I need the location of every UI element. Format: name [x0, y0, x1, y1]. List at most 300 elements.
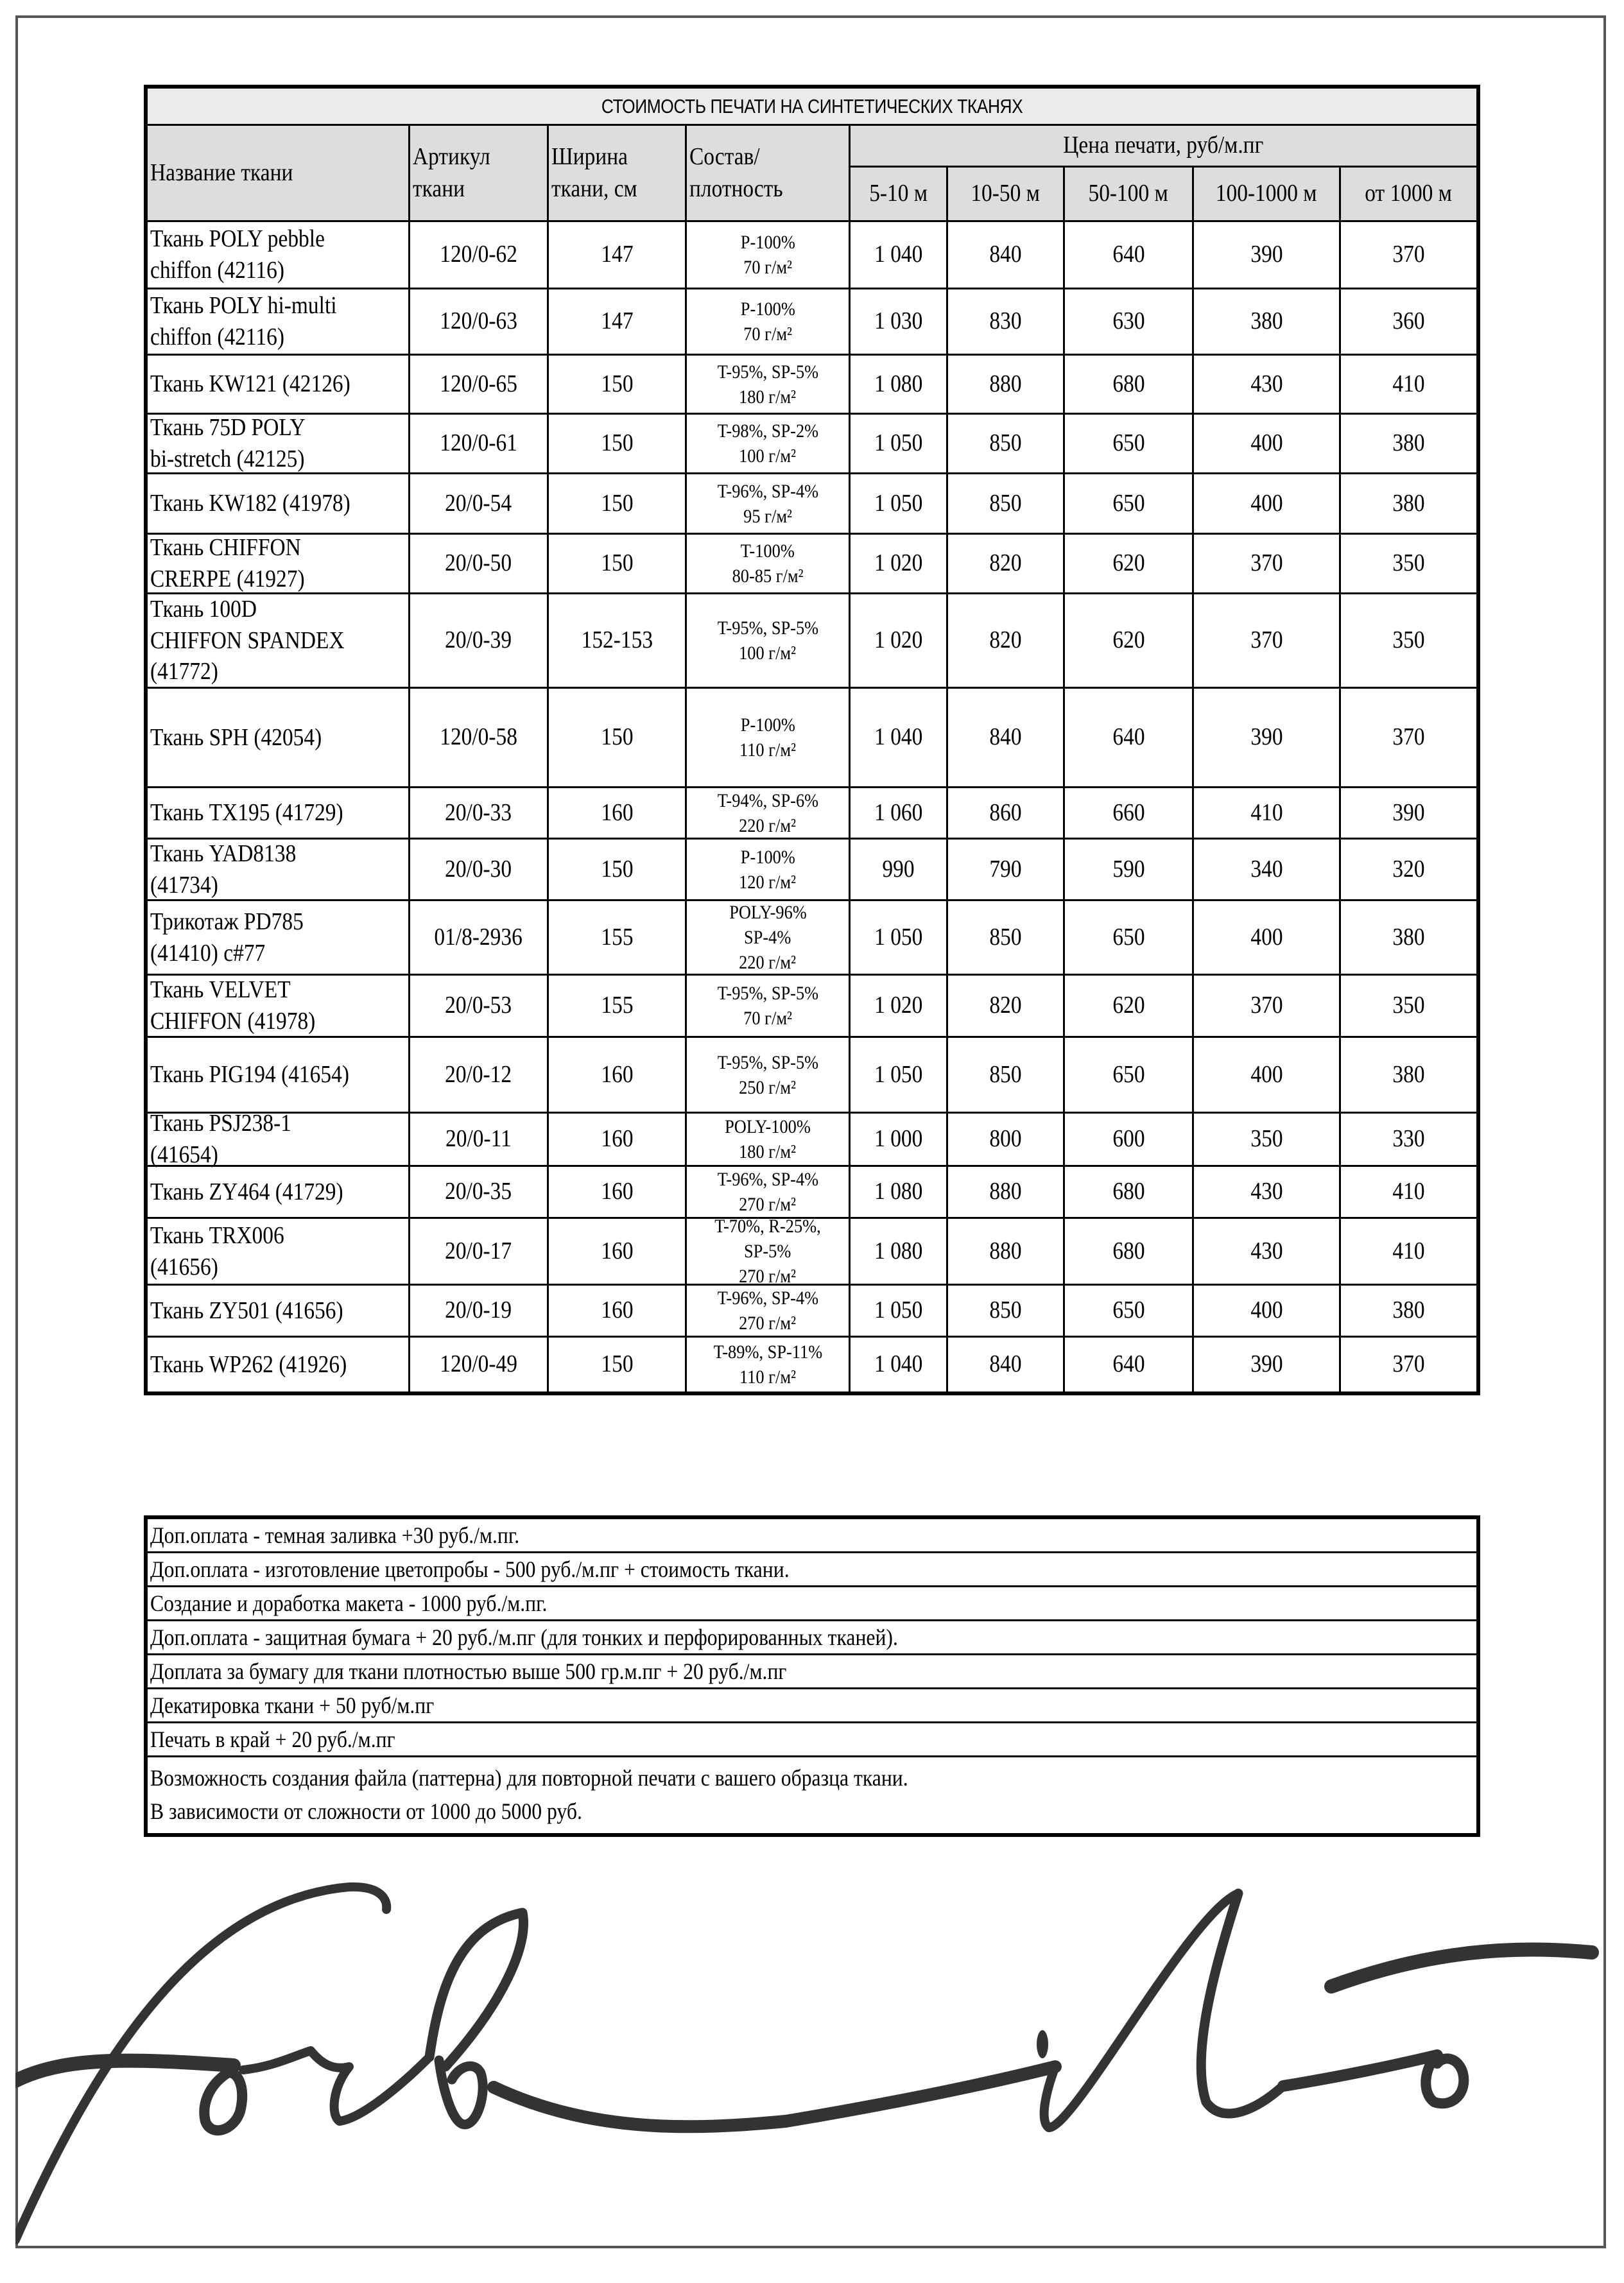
- header-tier-1000-plus: [1341, 168, 1476, 222]
- price-value: 390: [1392, 798, 1425, 826]
- price-value: 330: [1392, 1125, 1425, 1153]
- note-row: [148, 1621, 1476, 1655]
- header-article-line1: Артикул: [413, 143, 490, 171]
- price-cell: [1065, 535, 1194, 594]
- header-tier-100-1000: [1194, 168, 1341, 222]
- price-value: 390: [1250, 241, 1283, 268]
- price-value: 1 020: [874, 992, 923, 1019]
- price-cell: [1341, 1219, 1476, 1286]
- header-article: [410, 126, 549, 222]
- price-cell: [1341, 788, 1476, 840]
- fabric-name-cell: [148, 1110, 410, 1168]
- width-value: 150: [600, 370, 634, 397]
- price-cell: [1341, 1338, 1476, 1391]
- price-value: 630: [1112, 307, 1145, 335]
- fabric-name-cell: [148, 356, 410, 415]
- price-value: 850: [989, 923, 1022, 951]
- composition-line: SP-4%: [744, 927, 791, 948]
- price-value: 680: [1112, 370, 1145, 397]
- article-value: 20/0-35: [445, 1178, 512, 1205]
- tier-label: 100-1000 м: [1216, 180, 1317, 207]
- price-value: 650: [1112, 1297, 1145, 1324]
- price-value: 380: [1392, 923, 1425, 951]
- composition-line: POLY-100%: [725, 1116, 811, 1137]
- fabric-name-cell: [148, 594, 410, 689]
- fabric-name-line: bi-stretch (42125): [150, 445, 305, 472]
- composition-line: 270 г/м²: [739, 1266, 797, 1287]
- composition-line: P-100%: [740, 298, 795, 320]
- price-cell: [1341, 594, 1476, 689]
- composition-cell: [687, 289, 851, 356]
- article-cell: [410, 1167, 549, 1219]
- composition-line: 180 г/м²: [739, 386, 797, 408]
- article-cell: [410, 901, 549, 976]
- composition-line: T-96%, SP-4%: [717, 480, 818, 502]
- fabric-name-line: Ткань TRX006: [150, 1221, 284, 1249]
- fabric-name-cell: [148, 535, 410, 594]
- header-fabric-name-text: Название ткани: [150, 159, 293, 186]
- composition-line: 70 г/м²: [743, 323, 792, 345]
- width-cell: [549, 535, 687, 594]
- composition-line: 70 г/м²: [743, 1008, 792, 1029]
- price-value: 370: [1392, 723, 1425, 751]
- header-tier-5-10: [851, 168, 948, 222]
- price-value: 820: [989, 992, 1022, 1019]
- price-value: 430: [1250, 370, 1283, 397]
- width-cell: [549, 289, 687, 356]
- price-value: 370: [1392, 241, 1425, 268]
- header-price-group: [851, 126, 1476, 168]
- price-cell: [1065, 788, 1194, 840]
- composition-cell: [687, 1114, 851, 1167]
- width-cell: [549, 901, 687, 976]
- price-value: 1 050: [874, 489, 923, 517]
- fabric-name-cell: [148, 222, 410, 289]
- fabric-name-line: Ткань ZY464 (41729): [150, 1178, 343, 1205]
- price-value: 640: [1112, 241, 1145, 268]
- note-text: В зависимости от сложности от 1000 до 5000 руб.: [150, 1798, 582, 1824]
- composition-line: T-98%, SP-2%: [717, 420, 818, 442]
- article-value: 01/8-2936: [434, 923, 523, 951]
- article-cell: [410, 1286, 549, 1338]
- composition-cell: [687, 976, 851, 1038]
- price-value: 410: [1392, 1237, 1425, 1264]
- price-value: 1 050: [874, 1297, 923, 1324]
- header-fabric-name: [148, 126, 410, 222]
- width-value: 150: [600, 855, 634, 883]
- price-value: 850: [989, 429, 1022, 457]
- header-width-line1: Ширина: [551, 143, 628, 171]
- width-value: 160: [600, 1125, 634, 1153]
- note-row: [148, 1723, 1476, 1757]
- fabric-name-line: Ткань 75D POLY: [150, 414, 306, 442]
- price-cell: [948, 1038, 1065, 1114]
- note-text: Доп.оплата - изготовление цветопробы - 500 руб./м.пг + стоимость ткани.: [150, 1556, 790, 1582]
- article-value: 20/0-19: [445, 1297, 512, 1324]
- article-cell: [410, 474, 549, 535]
- price-value: 880: [989, 370, 1022, 397]
- composition-cell: [687, 222, 851, 289]
- article-cell: [410, 840, 549, 901]
- price-value: 620: [1112, 549, 1145, 577]
- price-value: 370: [1392, 1350, 1425, 1378]
- composition-line: T-96%, SP-4%: [717, 1169, 818, 1190]
- fabric-name-line: Ткань PIG194 (41654): [150, 1061, 349, 1089]
- composition-cell: [687, 840, 851, 901]
- price-value: 1 060: [874, 798, 923, 826]
- price-cell: [948, 535, 1065, 594]
- composition-line: 110 г/м²: [739, 1366, 796, 1388]
- fabric-name-line: (41654): [150, 1141, 218, 1168]
- price-value: 400: [1250, 1297, 1283, 1324]
- fabric-name-cell: [148, 1038, 410, 1114]
- article-value: 120/0-65: [440, 370, 517, 397]
- price-cell: [851, 901, 948, 976]
- composition-line: T-95%, SP-5%: [717, 617, 818, 639]
- width-cell: [549, 1038, 687, 1114]
- header-composition-line1: Состав/: [689, 143, 760, 171]
- article-value: 20/0-53: [445, 992, 512, 1019]
- price-value: 380: [1392, 489, 1425, 517]
- width-cell: [549, 788, 687, 840]
- composition-line: 180 г/м²: [739, 1141, 797, 1162]
- fabric-name-line: Ткань KW182 (41978): [150, 490, 350, 517]
- price-value: 370: [1250, 626, 1283, 654]
- price-value: 430: [1250, 1178, 1283, 1205]
- width-cell: [549, 594, 687, 689]
- width-cell: [549, 1114, 687, 1167]
- article-value: 120/0-63: [440, 307, 517, 335]
- fabric-name-cell: [148, 689, 410, 788]
- composition-cell: [687, 1338, 851, 1391]
- tier-label: 5-10 м: [869, 180, 928, 207]
- table-title: [148, 89, 1476, 126]
- price-value: 320: [1392, 855, 1425, 883]
- price-cell: [1065, 1338, 1194, 1391]
- article-cell: [410, 788, 549, 840]
- price-value: 380: [1392, 429, 1425, 457]
- price-cell: [1341, 1167, 1476, 1219]
- composition-cell: [687, 1216, 851, 1287]
- price-cell: [1341, 1286, 1476, 1338]
- width-cell: [549, 474, 687, 535]
- price-cell: [948, 474, 1065, 535]
- article-cell: [410, 356, 549, 415]
- composition-line: T-89%, SP-11%: [713, 1341, 822, 1363]
- width-value: 150: [600, 429, 634, 457]
- width-value: 150: [600, 1350, 634, 1378]
- price-cell: [1341, 901, 1476, 976]
- composition-cell: [687, 788, 851, 840]
- width-value: 160: [600, 798, 634, 826]
- price-cell: [1194, 1038, 1341, 1114]
- article-value: 20/0-30: [445, 855, 512, 883]
- composition-cell: [687, 901, 851, 976]
- composition-line: T-95%, SP-5%: [717, 1051, 818, 1073]
- price-cell: [851, 1038, 948, 1114]
- header-article-line2: ткани: [413, 175, 465, 202]
- fabric-name-cell: [148, 840, 410, 901]
- price-cell: [1194, 976, 1341, 1038]
- price-cell: [851, 289, 948, 356]
- width-value: 147: [600, 307, 634, 335]
- price-cell: [851, 788, 948, 840]
- price-value: 840: [989, 241, 1022, 268]
- fabric-name-line: Ткань YAD8138: [150, 840, 297, 867]
- price-cell: [948, 1338, 1065, 1391]
- price-cell: [1065, 1219, 1194, 1286]
- article-cell: [410, 1338, 549, 1391]
- composition-cell: [687, 594, 851, 689]
- width-value: 155: [600, 992, 634, 1019]
- price-cell: [948, 689, 1065, 788]
- price-value: 1 020: [874, 549, 923, 577]
- price-value: 880: [989, 1237, 1022, 1264]
- price-value: 680: [1112, 1237, 1145, 1264]
- price-value: 1 000: [874, 1125, 923, 1153]
- note-text: Декатировка ткани + 50 руб/м.пг: [150, 1693, 435, 1718]
- width-value: 152-153: [581, 626, 653, 654]
- width-cell: [549, 689, 687, 788]
- fabric-name-cell: [148, 415, 410, 474]
- price-value: 880: [989, 1178, 1022, 1205]
- tier-label: 50-100 м: [1088, 180, 1169, 207]
- price-value: 1 020: [874, 626, 923, 654]
- price-cell: [1341, 474, 1476, 535]
- width-value: 147: [600, 241, 634, 268]
- price-value: 850: [989, 1297, 1022, 1324]
- note-text: Печать в край + 20 руб./м.пг: [150, 1727, 395, 1752]
- price-value: 860: [989, 798, 1022, 826]
- composition-cell: [687, 689, 851, 788]
- fabric-name-line: chiffon (42116): [150, 257, 284, 284]
- price-grid: [148, 126, 1476, 1391]
- composition-cell: [687, 535, 851, 594]
- price-cell: [1341, 976, 1476, 1038]
- fabric-name-line: Ткань TX195 (41729): [150, 799, 343, 827]
- price-value: 380: [1392, 1297, 1425, 1324]
- price-cell: [1065, 689, 1194, 788]
- article-value: 120/0-49: [440, 1350, 517, 1378]
- price-cell: [1065, 1286, 1194, 1338]
- fabric-name-line: Ткань WP262 (41926): [150, 1350, 347, 1378]
- article-value: 20/0-50: [445, 549, 512, 577]
- price-cell: [851, 1114, 948, 1167]
- price-cell: [1194, 222, 1341, 289]
- price-value: 390: [1250, 723, 1283, 751]
- price-value: 820: [989, 549, 1022, 577]
- composition-line: T-70%, R-25%,: [714, 1216, 821, 1237]
- price-value: 990: [882, 855, 915, 883]
- table-title-text: СТОИМОСТЬ ПЕЧАТИ НА СИНТЕТИЧЕСКИХ ТКАНЯХ: [601, 94, 1023, 117]
- fabric-name-line: chiffon (42116): [150, 323, 284, 350]
- price-value: 390: [1250, 1350, 1283, 1378]
- composition-cell: [687, 1286, 851, 1338]
- price-cell: [851, 1167, 948, 1219]
- fabric-name-line: (41772): [150, 658, 218, 685]
- price-value: 1 080: [874, 370, 923, 397]
- note-text: Создание и доработка макета - 1000 руб./м.пг.: [150, 1590, 548, 1616]
- composition-line: 70 г/м²: [743, 257, 792, 278]
- price-cell: [851, 976, 948, 1038]
- price-value: 1 050: [874, 923, 923, 951]
- fabric-name-line: Ткань POLY hi-multi: [150, 292, 337, 320]
- price-value: 800: [989, 1125, 1022, 1153]
- price-value: 350: [1392, 626, 1425, 654]
- price-value: 410: [1392, 370, 1425, 397]
- price-value: 1 040: [874, 1350, 923, 1378]
- composition-cell: [687, 474, 851, 535]
- price-cell: [851, 222, 948, 289]
- price-cell: [1065, 474, 1194, 535]
- fabric-name-line: Ткань CHIFFON: [150, 534, 301, 562]
- price-value: 660: [1112, 798, 1145, 826]
- note-row: [148, 1553, 1476, 1587]
- composition-line: 220 г/м²: [739, 952, 797, 973]
- fabric-name-cell: [148, 901, 410, 976]
- fabric-name-cell: [148, 289, 410, 356]
- price-cell: [948, 415, 1065, 474]
- price-value: 400: [1250, 1060, 1283, 1088]
- width-value: 160: [600, 1178, 634, 1205]
- fabric-name-line: (41410) c#77: [150, 939, 266, 967]
- price-cell: [1065, 594, 1194, 689]
- price-cell: [1194, 289, 1341, 356]
- composition-line: 220 г/м²: [739, 814, 797, 836]
- width-cell: [549, 1286, 687, 1338]
- price-value: 650: [1112, 923, 1145, 951]
- note-text: Доп.оплата - темная заливка +30 руб./м.пг.: [150, 1522, 520, 1548]
- price-value: 590: [1112, 855, 1145, 883]
- article-cell: [410, 976, 549, 1038]
- price-cell: [1194, 788, 1341, 840]
- fabric-name-line: CRERPE (41927): [150, 565, 305, 592]
- note-text: Возможность создания файла (паттерна) для повторной печати с вашего образца ткани.: [150, 1765, 908, 1791]
- price-cell: [948, 1167, 1065, 1219]
- fabric-name-line: (41734): [150, 871, 218, 899]
- composition-line: P-100%: [740, 232, 795, 253]
- price-cell: [1194, 1338, 1341, 1391]
- article-cell: [410, 222, 549, 289]
- width-cell: [549, 356, 687, 415]
- price-value: 840: [989, 723, 1022, 751]
- price-value: 850: [989, 1060, 1022, 1088]
- price-cell: [1065, 976, 1194, 1038]
- forbito-logo: [15, 1874, 1607, 2253]
- article-cell: [410, 1219, 549, 1286]
- additional-fees-notes: [144, 1515, 1480, 1837]
- fabric-name-line: Трикотаж PD785: [150, 908, 304, 935]
- tier-label: от 1000 м: [1365, 180, 1453, 207]
- note-row: [148, 1689, 1476, 1723]
- price-cell: [851, 356, 948, 415]
- article-cell: [410, 415, 549, 474]
- price-cell: [1341, 1114, 1476, 1167]
- price-value: 360: [1392, 307, 1425, 335]
- note-row-pattern-file: [148, 1757, 1476, 1833]
- price-cell: [1341, 356, 1476, 415]
- composition-line: T-94%, SP-6%: [717, 789, 818, 811]
- price-cell: [1065, 289, 1194, 356]
- fabric-name-cell: [148, 1338, 410, 1391]
- price-value: 680: [1112, 1178, 1145, 1205]
- article-value: 20/0-11: [445, 1125, 512, 1153]
- note-row: [148, 1655, 1476, 1689]
- price-value: 1 080: [874, 1237, 923, 1264]
- article-cell: [410, 689, 549, 788]
- price-value: 350: [1392, 549, 1425, 577]
- width-value: 155: [600, 923, 634, 951]
- article-value: 20/0-54: [445, 489, 512, 517]
- price-value: 650: [1112, 429, 1145, 457]
- fabric-name-cell: [148, 474, 410, 535]
- price-value: 400: [1250, 489, 1283, 517]
- composition-line: T-95%, SP-5%: [717, 361, 818, 383]
- price-cell: [948, 901, 1065, 976]
- composition-line: T-96%, SP-4%: [717, 1288, 818, 1309]
- composition-cell: [687, 1167, 851, 1219]
- price-cell: [851, 840, 948, 901]
- price-cell: [1341, 689, 1476, 788]
- composition-line: 80-85 г/м²: [732, 565, 804, 587]
- price-value: 840: [989, 1350, 1022, 1378]
- price-value: 350: [1392, 992, 1425, 1019]
- fabric-name-line: (41656): [150, 1253, 218, 1280]
- price-cell: [851, 1219, 948, 1286]
- price-value: 650: [1112, 489, 1145, 517]
- article-value: 120/0-61: [440, 429, 517, 457]
- composition-line: 100 г/м²: [739, 642, 797, 664]
- fabric-name-line: Ткань PSJ238-1: [150, 1110, 291, 1137]
- price-value: 400: [1250, 923, 1283, 951]
- price-cell: [1065, 1038, 1194, 1114]
- width-value: 150: [600, 549, 634, 577]
- price-cell: [1194, 1114, 1341, 1167]
- price-value: 650: [1112, 1060, 1145, 1088]
- fabric-name-line: Ткань KW121 (42126): [150, 370, 350, 398]
- price-value: 1 040: [874, 241, 923, 268]
- width-cell: [549, 415, 687, 474]
- price-value: 850: [989, 489, 1022, 517]
- price-value: 1 080: [874, 1178, 923, 1205]
- fabric-name-line: Ткань VELVET: [150, 976, 291, 1004]
- price-cell: [1194, 689, 1341, 788]
- fabric-name-line: Ткань ZY501 (41656): [150, 1297, 343, 1324]
- price-cell: [1341, 1038, 1476, 1114]
- width-value: 150: [600, 723, 634, 751]
- price-cell: [1341, 535, 1476, 594]
- composition-line: 100 г/м²: [739, 445, 797, 467]
- price-cell: [851, 1286, 948, 1338]
- composition-line: 120 г/м²: [739, 871, 797, 893]
- price-cell: [851, 474, 948, 535]
- price-cell: [948, 1286, 1065, 1338]
- fabric-name-cell: [148, 1219, 410, 1286]
- price-cell: [948, 840, 1065, 901]
- composition-cell: [687, 356, 851, 415]
- width-value: 150: [600, 489, 634, 517]
- composition-cell: [687, 1038, 851, 1114]
- price-cell: [1194, 840, 1341, 901]
- note-text: Доплата за бумагу для ткани плотностью выше 500 гр.м.пг + 20 руб./м.пг: [150, 1658, 787, 1684]
- price-value: 400: [1250, 429, 1283, 457]
- price-cell: [1065, 222, 1194, 289]
- price-cell: [948, 594, 1065, 689]
- price-cell: [1341, 289, 1476, 356]
- composition-line: 270 г/м²: [739, 1313, 797, 1334]
- price-value: 620: [1112, 992, 1145, 1019]
- price-value: 410: [1392, 1178, 1425, 1205]
